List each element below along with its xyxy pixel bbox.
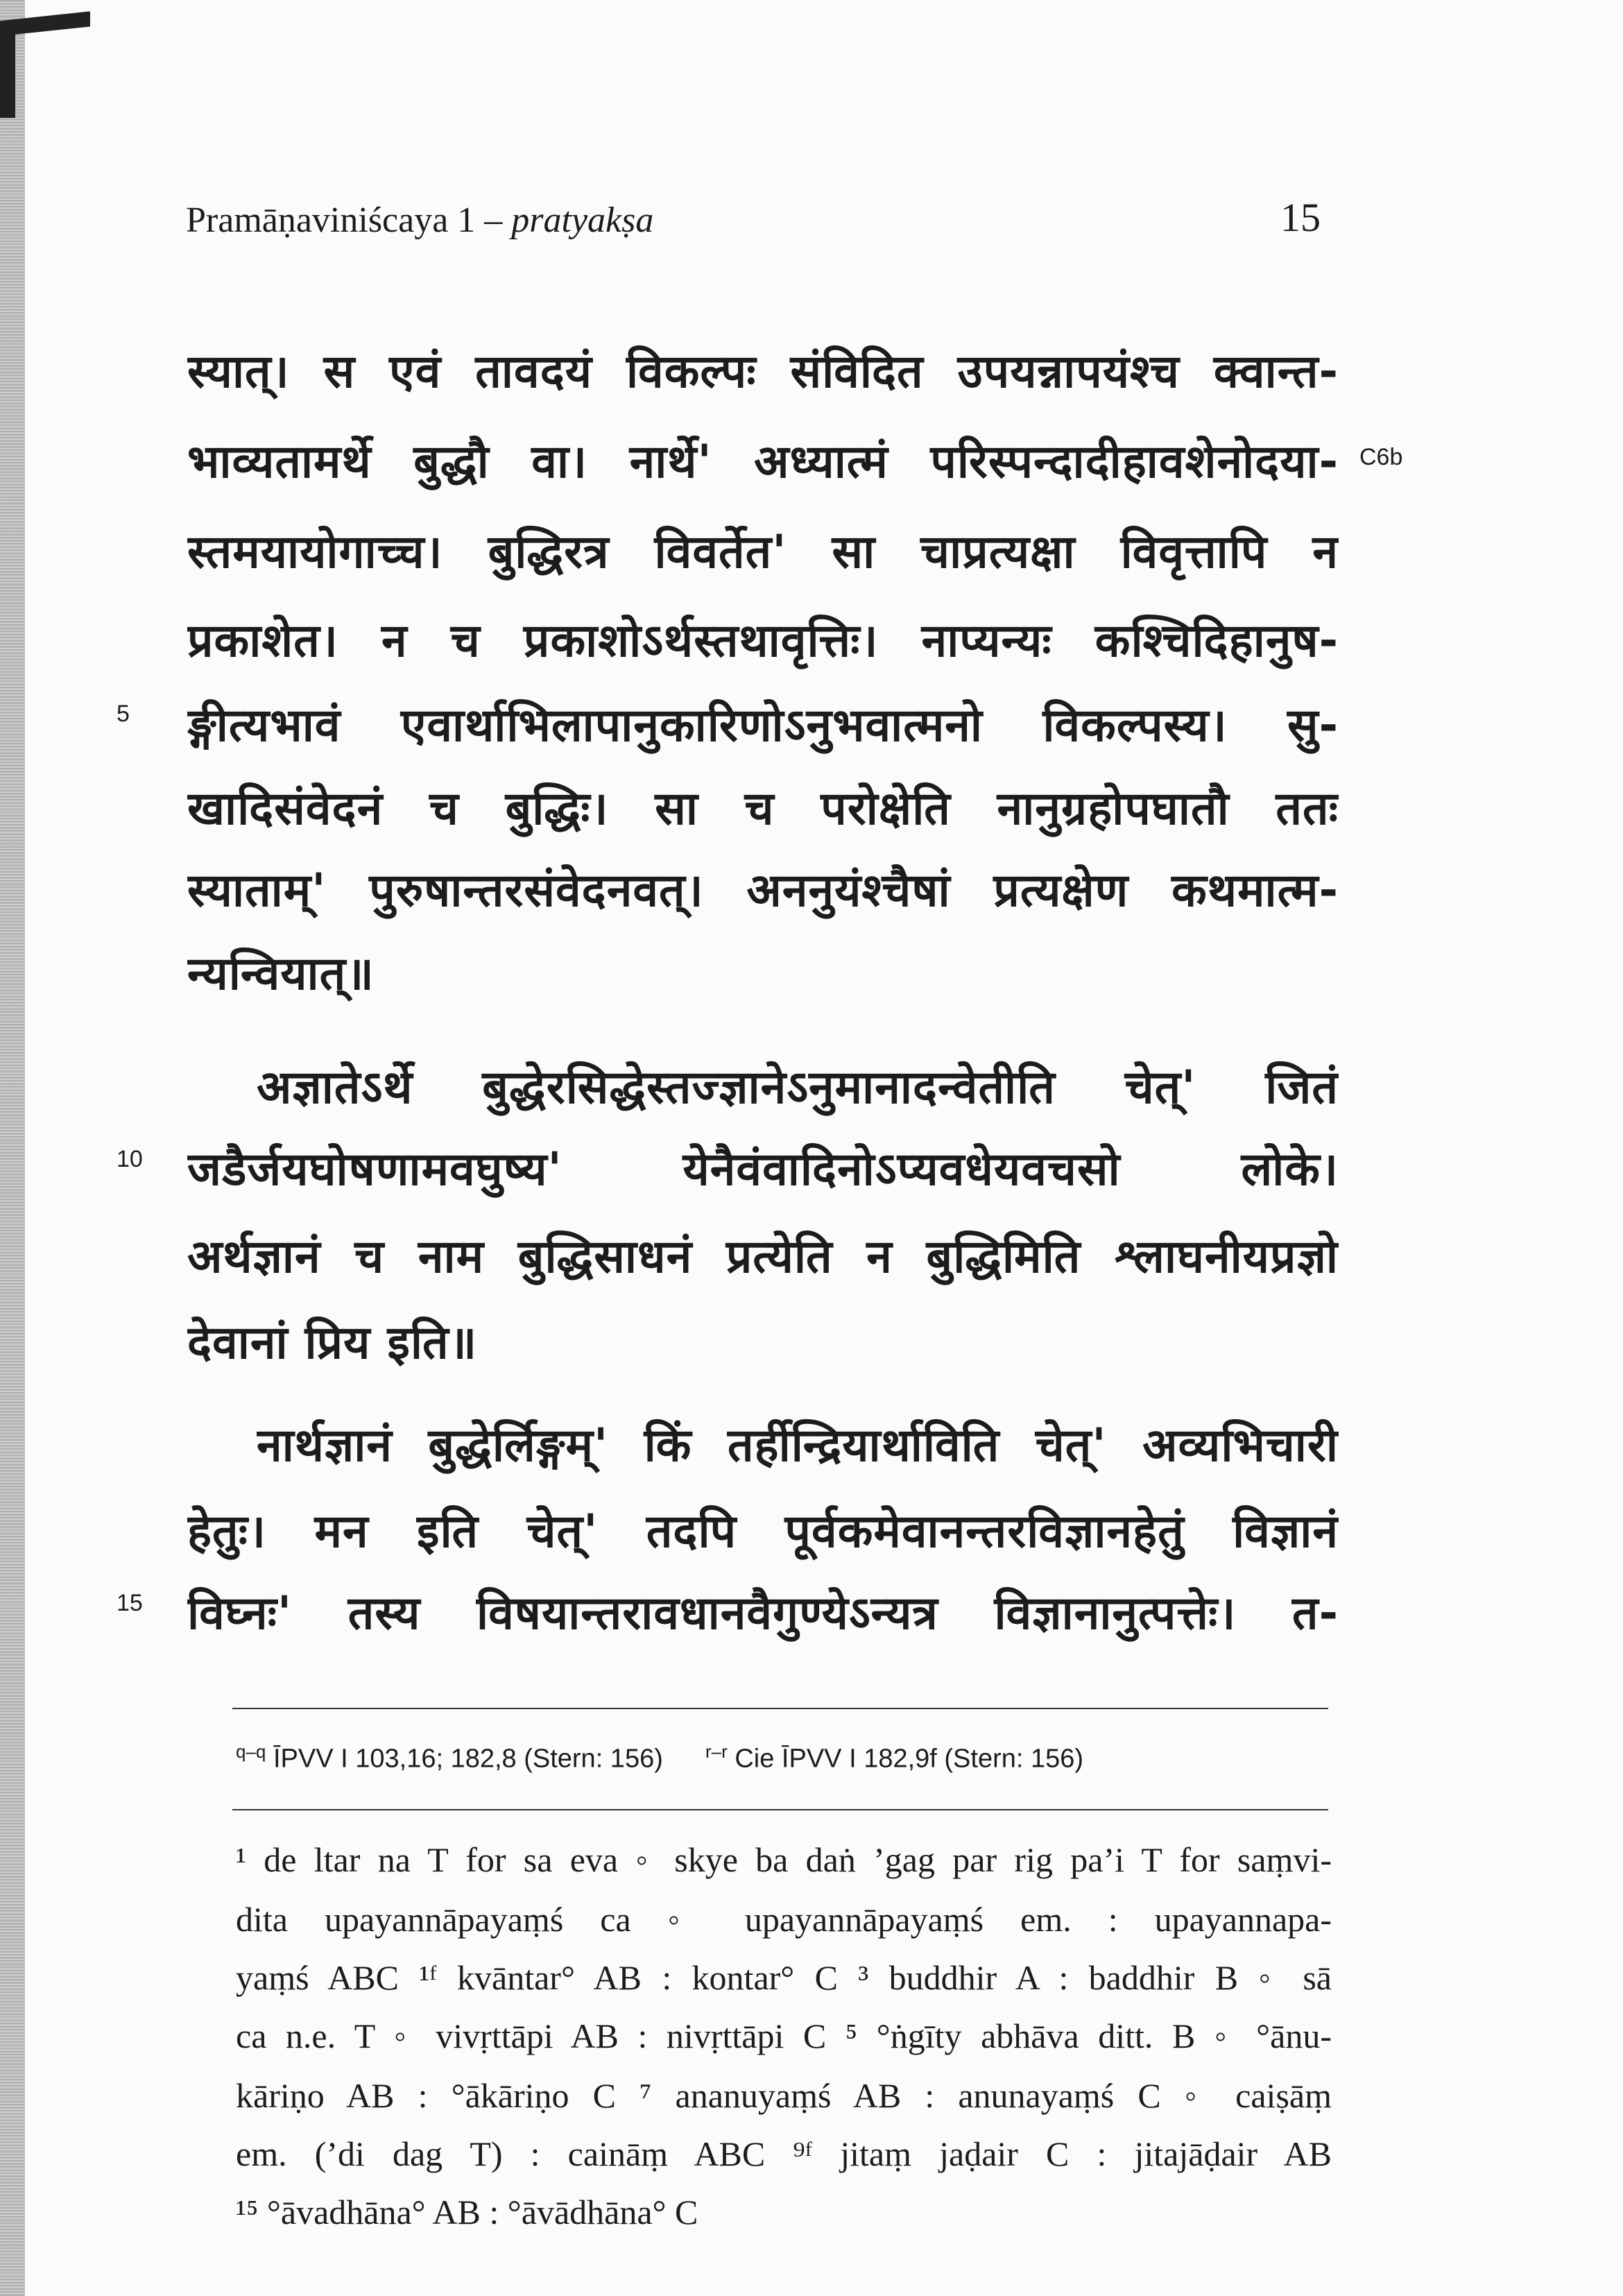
footnote-line: yaṃś ABC ¹ᶠ kvāntar° AB : kontar° C ³ buddhir A : baddhir B ◦ sā [236, 1958, 1332, 1997]
sanskrit-line: स्याताम्' पुरुषान्तरसंवेदनवत्। अननुयंश्चैषां प्रत्यक्षेण कथमात्म- [187, 864, 1339, 917]
apparatus-rule [232, 1809, 1328, 1810]
sanskrit-line: देवानां प्रिय इति॥ [187, 1316, 478, 1369]
sanskrit-line: प्रकाशेत। न च प्रकाशोऽर्थस्तथावृत्तिः। नाप्यन्यः कश्चिदिहानुष- [187, 614, 1339, 667]
sanskrit-line: ङ्गीत्यभावं एवार्थाभिलापानुकारिणोऽनुभवात्मनो विकल्पस्य। सु- [187, 699, 1339, 752]
testimonia-entry: ĪPVV I 103,16; 182,8 (Stern: 156) [273, 1744, 663, 1774]
footnote-line: ¹⁵ °āvadhāna° AB : °āvādhāna° C [236, 2193, 698, 2231]
sanskrit-line: खादिसंवेदनं च बुद्धिः। सा च परोक्षेति नानुग्रहोपघातौ ततः [187, 782, 1339, 835]
page-number: 15 [1280, 195, 1321, 240]
scan-corner-mark-vertical [0, 21, 15, 118]
testimonia-entry: Cie ĪPVV I 182,9f (Stern: 156) [735, 1744, 1084, 1774]
running-header-title: Pramāṇaviniścaya 1 – [186, 200, 512, 240]
sanskrit-line: अर्थज्ञानं च नाम बुद्धिसाधनं प्रत्येति न बुद्धिमिति श्लाघनीयप्रज्ञो [187, 1230, 1339, 1283]
running-header-italic: pratyakṣa [511, 200, 654, 240]
sanskrit-line: जडैर्जयघोषणामवघुष्य' येनैवंवादिनोऽप्यवधेयवचसो लोके। [187, 1142, 1339, 1196]
line-number: 15 [117, 1590, 143, 1616]
sanskrit-line: भाव्यतामर्थे बुद्धौ वा। नार्थे' अध्यात्मं परिस्पन्दादीहावशेनोदया- [187, 435, 1339, 488]
testimonia-mark: q–q [236, 1741, 266, 1762]
footnote-line: em. (’di dag T) : caināṃ ABC ⁹ᶠ jitaṃ jaḍair C : jitajāḍair AB [236, 2134, 1332, 2173]
apparatus-rule [232, 1708, 1328, 1709]
footnote-line: dita upayannāpayaṃś ca ◦ upayannāpayaṃś em. : upayannapa- [236, 1900, 1332, 1939]
sanskrit-line: स्यात्। स एवं तावदयं विकल्पः संविदित उपयन्नापयंश्च क्वान्त- [187, 345, 1339, 398]
sanskrit-line: न्यन्वियात्॥ [187, 947, 375, 1000]
sanskrit-line: हेतुः। मन इति चेत्' तदपि पूर्वकमेवानन्तरविज्ञानहेतुं विज्ञानं [187, 1505, 1339, 1558]
sanskrit-line: विघ्नः' तस्य विषयान्तरावधानवैगुण्येऽन्यत्र विज्ञानानुत्पत्तेः। त- [187, 1586, 1339, 1640]
sanskrit-line: नार्थज्ञानं बुद्धेर्लिङ्गम्' किं तर्हीन्द्रियार्थाविति चेत्' अव्यभिचारी [257, 1419, 1339, 1472]
line-number: 10 [117, 1146, 143, 1172]
footnote-line: ¹ de ltar na T for sa eva ◦ skye ba daṅ ’gag par rig pa’i T for saṃvi- [236, 1840, 1332, 1879]
footnote-line: kāriṇo AB : °ākāriṇo C ⁷ ananuyaṃś AB : anunayaṃś C ◦ caiṣāṃ [236, 2076, 1332, 2115]
line-number: 5 [117, 701, 130, 727]
page-binding-edge [0, 0, 25, 2296]
testimonia-mark: r–r [705, 1741, 728, 1762]
footnote-line: ca n.e. T ◦ vivṛttāpi AB : nivṛttāpi C ⁵ °ṅgīty abhāva ditt. B ◦ °ānu- [236, 2016, 1332, 2055]
sanskrit-line: स्तमयायोगाच्च। बुद्धिरत्र विवर्तेत' सा चाप्रत्यक्षा विवृत्तापि न [187, 525, 1339, 579]
margin-manuscript-ref: C6b [1359, 444, 1403, 470]
sanskrit-line: अज्ञातेऽर्थे बुद्धेरसिद्धेस्तज्ज्ञानेऽनुमानादन्वेतीति चेत्' जितं [257, 1061, 1339, 1114]
testimonia-apparatus [236, 1741, 1332, 1774]
running-header [186, 200, 653, 241]
